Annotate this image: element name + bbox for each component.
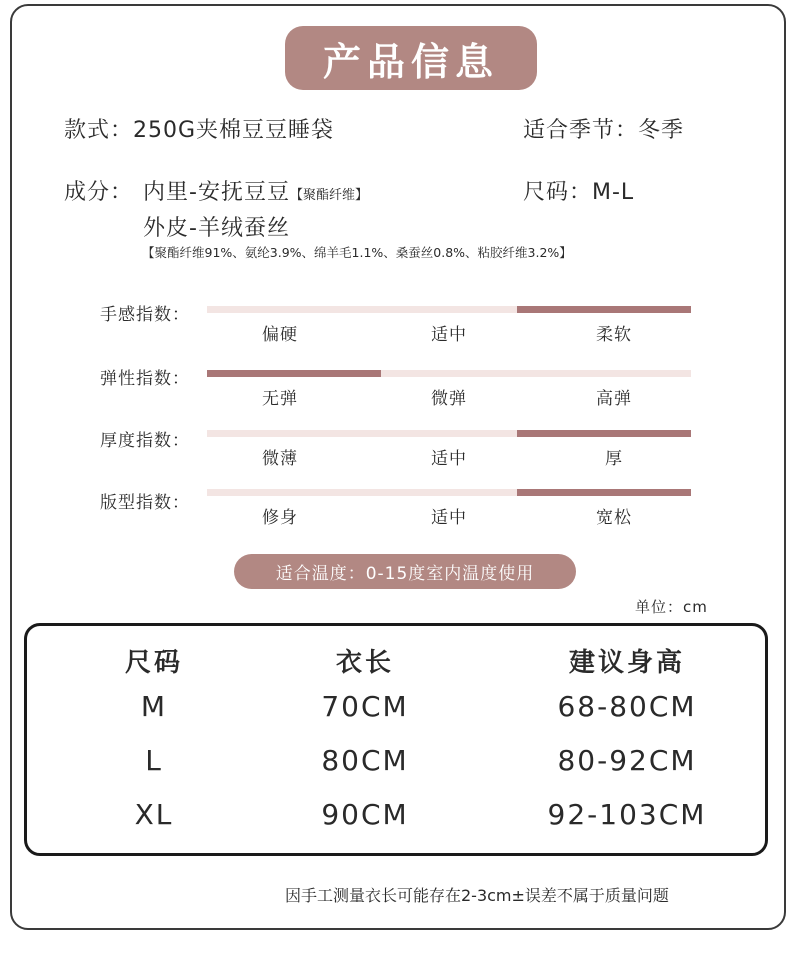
size-table [24,623,768,856]
metric-bar-fill [207,370,381,377]
lining-text: 内里-安抚豆豆 [143,180,290,205]
table-cell: L [145,744,163,777]
metric-bar-fit [207,489,691,496]
table-cell: 80CM [321,744,409,777]
table-cell: 90CM [321,798,409,831]
metric-bar-fill [517,489,691,496]
metric-option: 高弹 [596,389,632,409]
composition-detail: 【聚酯纤维91%、氨纶3.9%、绵羊毛1.1%、桑蚕丝0.8%、粘胶纤维3.2%】 [142,245,572,260]
table-cell: XL [134,798,174,831]
season-info: 适合季节：冬季 [523,118,685,143]
metric-label-thickness: 厚度指数： [100,431,190,451]
page-title: 产品信息 [285,26,537,90]
metric-option: 厚 [605,449,623,469]
metric-option: 适中 [431,325,467,345]
style-info: 款式：250G夹棉豆豆睡袋 [64,118,335,143]
metric-option: 柔软 [596,325,632,345]
metric-bar-fill [517,430,691,437]
metric-option: 适中 [431,449,467,469]
table-header: 衣长 [335,648,395,678]
metric-option: 微弹 [431,389,467,409]
composition-label: 成分： [64,180,134,205]
metric-option: 适中 [431,508,467,528]
metric-label-handfeel: 手感指数： [100,305,190,325]
table-cell: 70CM [321,690,409,723]
table-header: 尺码 [124,648,184,678]
metric-bar-fill [517,306,691,313]
metric-bar-handfeel [207,306,691,313]
table-header: 建议身高 [568,648,686,678]
metric-bar-thickness [207,430,691,437]
metric-label-fit: 版型指数： [100,493,190,513]
unit-label: 单位：cm [635,598,708,616]
metric-option: 微薄 [262,449,298,469]
lining-note: 【聚酯纤维】 [289,188,368,203]
table-cell: 80-92CM [557,744,697,777]
composition-outer: 外皮-羊绒蚕丝 [143,216,290,241]
measurement-note: 因手工测量衣长可能存在2-3cm±误差不属于质量问题 [285,886,669,905]
metric-option: 修身 [262,508,298,528]
metric-label-elasticity: 弹性指数： [100,369,190,389]
table-cell: 68-80CM [557,690,697,723]
metric-option: 无弹 [262,389,298,409]
metric-bar-elasticity [207,370,691,377]
composition-lining [143,175,368,206]
table-cell: 92-103CM [547,798,707,831]
size-range-info: 尺码：M-L [523,180,635,205]
metric-option: 偏硬 [262,325,298,345]
metric-option: 宽松 [596,508,632,528]
temperature-badge: 适合温度：0-15度室内温度使用 [234,554,576,589]
table-cell: M [140,690,168,723]
